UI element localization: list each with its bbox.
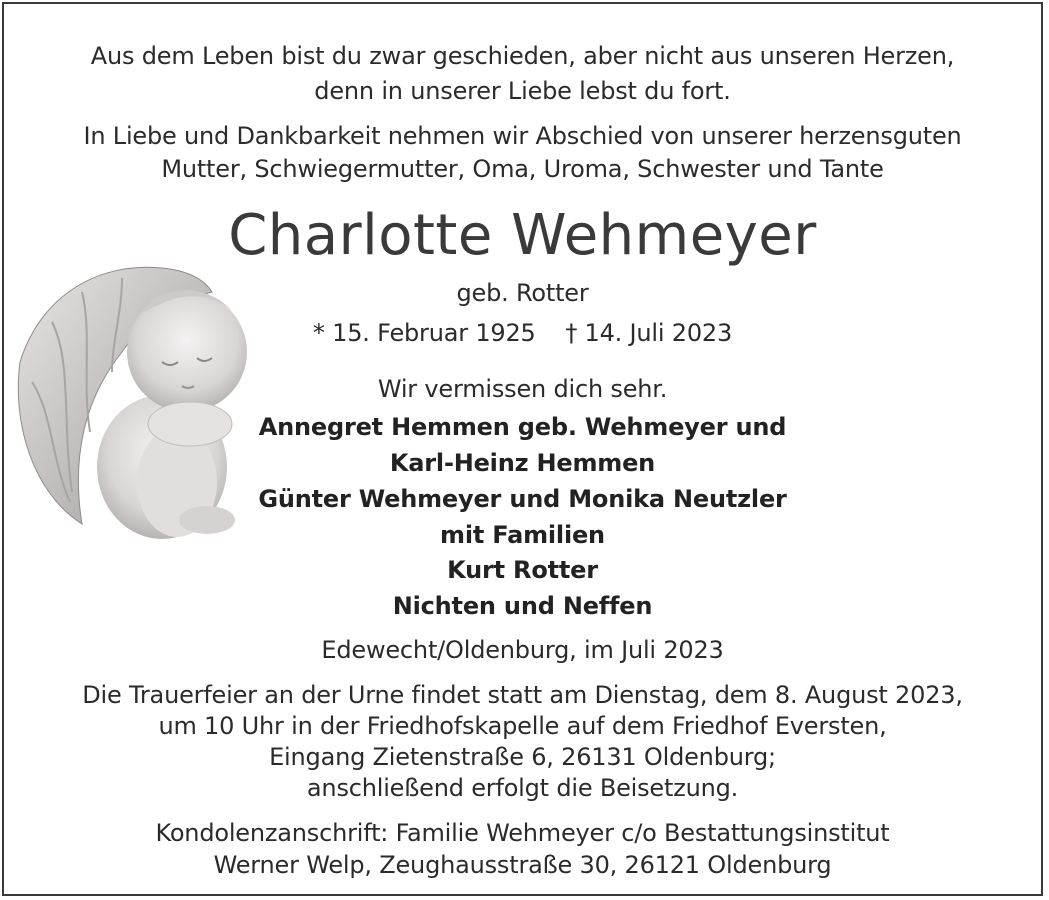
ceremony-line-1: Die Trauerfeier an der Urne findet statt am Dienstag, dem 8. August 2023, (82, 681, 963, 709)
mourner-line-5: Kurt Rotter (447, 556, 598, 584)
condolence-address-line-1: Kondolenzanschrift: Familie Wehmeyer c/o Bestattungsinstitut (155, 819, 890, 847)
obituary-notice (2, 2, 1043, 896)
farewell-line-1: In Liebe und Dankbarkeit nehmen wir Abschied von unserer herzensguten (83, 122, 962, 150)
intro-quote-line-2: denn in unserer Liebe lebst du fort. (314, 77, 731, 105)
ceremony-line-4: anschließend erfolgt die Beisetzung. (306, 774, 739, 802)
mourner-line-6: Nichten und Neffen (392, 592, 653, 620)
mourner-line-4: mit Familien (440, 521, 605, 549)
intro-quote-line-1: Aus dem Leben bist du zwar geschieden, aber nicht aus unseren Herzen, (90, 42, 955, 70)
farewell-line-2: Mutter, Schwiegermutter, Oma, Uroma, Schwester und Tante (161, 155, 884, 183)
place-and-date: Edewecht/Oldenburg, im Juli 2023 (321, 636, 724, 664)
deceased-name: Charlotte Wehmeyer (228, 203, 817, 268)
maiden-name: geb. Rotter (456, 279, 589, 307)
life-dates: * 15. Februar 1925 † 14. Juli 2023 (312, 319, 733, 347)
ceremony-line-3: Eingang Zietenstraße 6, 26131 Oldenburg; (269, 743, 776, 771)
we-miss-you: Wir vermissen dich sehr. (377, 375, 668, 403)
condolence-address-line-2: Werner Welp, Zeughausstraße 30, 26121 Oldenburg (213, 851, 832, 879)
mourner-line-1: Annegret Hemmen geb. Wehmeyer und (258, 413, 787, 441)
ceremony-line-2: um 10 Uhr in der Friedhofskapelle auf dem Friedhof Eversten, (158, 712, 887, 740)
mourner-line-2: Karl-Heinz Hemmen (389, 449, 656, 477)
mourner-line-3: Günter Wehmeyer und Monika Neutzler (258, 485, 787, 513)
